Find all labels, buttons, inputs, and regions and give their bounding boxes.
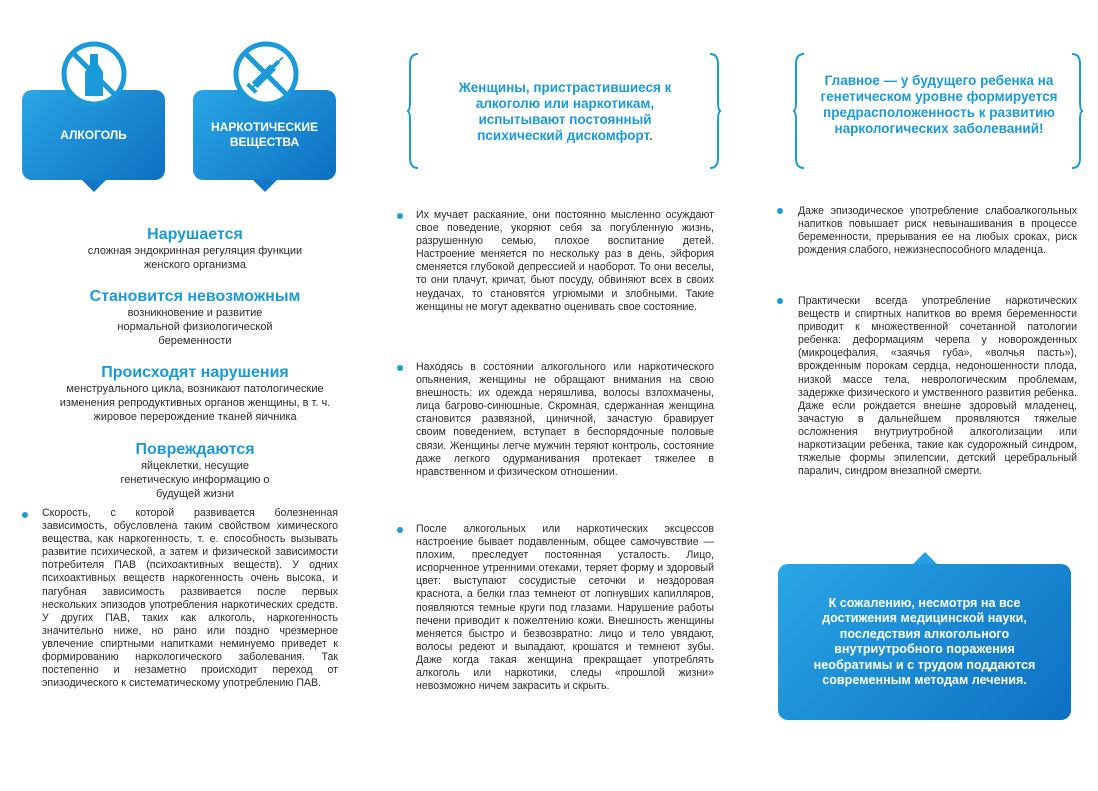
middle-quote: Женщины, пристрастившиеся к алкоголю или наркотикам, испытывают постоянный психический дискомфорт. xyxy=(458,80,672,143)
left-block-text: сложная эндокринная регуляция функции женского организма xyxy=(87,245,303,271)
alcohol-card-label: АЛКОГОЛЬ xyxy=(60,127,127,142)
left-block-text: яйцеклетки, несущие генетическую информацию о будущей жизни xyxy=(120,460,270,500)
bullet-icon xyxy=(397,365,403,371)
bullet-icon xyxy=(397,527,403,533)
left-block-2 xyxy=(40,287,350,348)
no-alcohol-icon xyxy=(60,40,128,108)
middle-paragraph-2: Находясь в состоянии алкогольного или наркотического опьянения, женщины не обращают внимания на свою внешность: их одежда неряшлива, волосы взлохмачены, лица багрово-синюшные. Скромная, сдержанная женщина становится развязной, циничной, зачастую бравирует своим поведением, вступает в беспорядочные половые связи. Женщины легче мужчин теряют контроль, состояние даже легкого одурманивания протекает тяжелее в нравственном и физическом отношении. xyxy=(416,361,714,478)
left-block-text: возникновение и развитие нормальной физиологической беременности xyxy=(117,307,273,347)
left-brace-icon xyxy=(792,52,806,170)
left-brace-icon xyxy=(406,52,420,170)
left-block-heading: Нарушается xyxy=(147,226,243,243)
left-block-3 xyxy=(40,363,350,424)
left-block-text: менструального цикла, возникают патологические изменения репродуктивных органов женщины, в т. ч. жировое перерождение тканей яичника xyxy=(59,383,331,423)
middle-paragraph-1: Их мучает раскаяние, они постоянно мысленно осуждают свое поведение, укоряют себя за погубленную жизнь, разрушенную семью, плохое воспитание детей. Настроение меняется по нескольку раз в день, эйфория сменяется глубокой депрессией и наоборот. То они веселы, то они плачут, кричат, бьют посуду, обвиняют всех в своих неудачах, то становятся угрюмыми и злобными. Такие женщины не могут адекватно оценивать свое состояние. xyxy=(416,209,714,313)
right-brace-icon xyxy=(1070,52,1084,170)
left-block-heading: Повреждаются xyxy=(135,441,255,458)
middle-paragraph-3: После алкогольных или наркотических эксцессов настроение бывает подавленным, общее самочувствие — плохим, преследует постоянная усталость. Лицо, испорченное утренними отеками, теряет форму и здоровый цвет: выступают сосудистые сеточки и нездоровая краснота, а белки глаз темнеют от лопнувших капилляров, появляются темные круги под глазами. Нарушение работы печени приводит к пожелтению кожи. Внешность женщины меняется быстро и безвозвратно: лицо и тело увядают, волосы редеют и выпадают, крошатся и темнеют зубы. Даже когда такая женщина прекращает употреблять алкоголь или наркотики, следы «прошлой жизни» невозможно ничем закрасить и скрыть. xyxy=(416,523,714,693)
left-paragraph: Скорость, с которой развивается болезненная зависимость, обусловлена таким свойством химического вещества, как наркогенность, т. е. способность вызывать развитие психической, а затем и физической зависимости потребителя ПАВ (психоактивных веществ). У одних психоактивных веществ наркогенность очень высока, и пагубная зависимость развивается после первых нескольких эпизодов употребления наркотических средств. У других ПАВ, таких как алкоголь, наркогенность значительно ниже, но рано или поздно чрезмерное увлечение спиртными напитками неминуемо приведет к формированию наркологического заболевания. Так постепенно и незаметно происходит переход от эпизодического к систематическому употреблению ПАВ. xyxy=(42,507,338,690)
right-brace-icon xyxy=(708,52,722,170)
drugs-card-label: НАРКОТИЧЕСКИЕ ВЕЩЕСТВА xyxy=(210,120,318,149)
no-drugs-icon xyxy=(232,40,300,108)
callout-text: К сожалению, несмотря на все достижения медицинской науки, последствия алкогольного внутриутробного поражения необратимы и с трудом поддаются современным методам лечения. xyxy=(813,595,1036,687)
bullet-icon xyxy=(777,208,783,214)
left-block-4 xyxy=(40,440,350,501)
right-paragraph-2: Практически всегда употребление наркотических веществ и спиртных напитков во время беременности приводит к множественной сочетанной патологии ребенка: деформациям черепа у новорожденных (микроцефалия, «заячья губа», «волчья пасть»), врожденным порокам сердца, недоношенности плода, низкой массе тела, неврологическим проблемам, задержке физического и умственного развития ребенка. Даже если рождается внешне здоровый младенец, зачастую в дальнейшем проявляются тяжелые осложнения внутриутробной алкоголизации или наркотизации ребенка, такие как судорожный синдром, тяжелые формы эпилепсии, детский церебральный паралич, синдром внезапной смерти. xyxy=(798,295,1077,478)
right-paragraph-1: Даже эпизодическое употребление слабоалкогольных напитков повышает риск невынашивания в процессе беременности, прерывания ее на любых сроках, риск рождения слабого, нежизнеспособного младенца. xyxy=(798,205,1077,257)
left-block-1 xyxy=(40,225,350,272)
bullet-icon xyxy=(397,213,403,219)
bullet-icon xyxy=(777,298,783,304)
right-quote: Главное — у будущего ребенка на генетическом уровне формируется предрасположенность к развитию наркологических заболеваний! xyxy=(820,73,1058,136)
left-block-heading: Становится невозможным xyxy=(89,288,301,305)
bullet-icon xyxy=(22,512,28,518)
bottom-callout xyxy=(778,564,1071,720)
left-block-heading: Происходят нарушения xyxy=(101,364,289,381)
